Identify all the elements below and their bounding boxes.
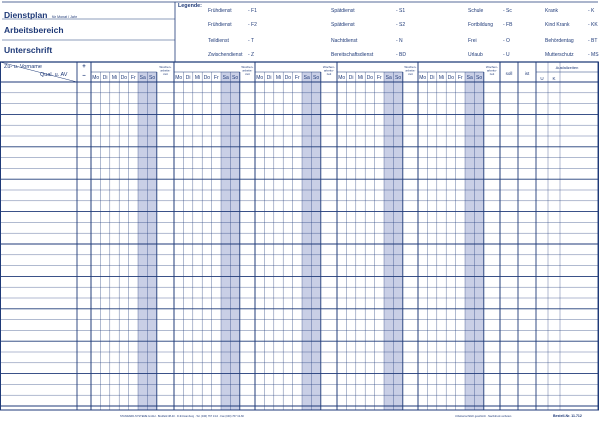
qual-header: Qual. u. AV (40, 72, 68, 78)
weekday-label: Mo (92, 75, 100, 81)
legend-item-name: Nachtdienst (331, 38, 358, 44)
weekday-label: Fr (130, 75, 136, 81)
absence-label: Ausfallzeiten (555, 65, 579, 70)
weekday-label: Mi (194, 75, 201, 81)
plan-title-suffix: für Monat / Jahr (51, 15, 78, 19)
week-hours-label: zeit (163, 71, 168, 76)
weekday-label: Do (366, 75, 374, 81)
legend-item-name: Kind Krank (545, 22, 570, 28)
week-hours-label: zeit (326, 71, 332, 76)
order-number: Bestell-Nr. 11.712 (553, 414, 582, 418)
week-hours-label: Wochen- (241, 65, 254, 69)
weekday-label: Mi (357, 75, 364, 81)
weekday-label: Fr (376, 75, 382, 81)
weekday-label: Do (447, 75, 455, 81)
weekday-label: Di (429, 75, 435, 81)
weekday-label: Di (348, 75, 354, 81)
weekday-label: Sa (222, 75, 229, 81)
weekday-label: Fr (213, 75, 219, 81)
legend-item-code: - MS (588, 52, 599, 58)
week-hours-label: zeit (408, 71, 413, 76)
legend-item-name: Spätdienst (331, 8, 355, 14)
week-hours-label: arbeits- (323, 68, 334, 73)
legend-item-code: - F1 (248, 8, 257, 14)
copyright-note: Urheberrechtlich geschützt · Nachdruck verboten (455, 415, 512, 418)
weekday-label: Fr (294, 75, 300, 81)
week-hours-label: arbeits- (160, 68, 171, 73)
legend-item-code: - Sc (503, 8, 512, 14)
weekday-label: Mo (338, 75, 346, 81)
legend-item-name: Frühdienst (208, 8, 232, 14)
weekday-label: Do (284, 75, 292, 81)
weekday-label: So (149, 75, 156, 81)
legend-item-name: Spätdienst (331, 22, 355, 28)
weekday-label: Sa (466, 75, 473, 81)
minus-sign: – (82, 73, 86, 79)
plan-title: Dienstplan (4, 10, 48, 20)
weekday-label: Mi (111, 75, 118, 81)
legend-item-name: Frei (468, 38, 477, 44)
weekday-label: So (395, 75, 402, 81)
week-hours-label: arbeits- (405, 68, 416, 73)
sick-label: K (552, 76, 556, 81)
legend-item-code: - FB (503, 22, 513, 28)
legend-label: Legende: (178, 3, 202, 9)
weekday-label: Di (266, 75, 272, 81)
legend-item-code: - KK (588, 22, 598, 28)
legend-item-code: - O (503, 38, 510, 44)
week-hours-label: zeit (489, 71, 495, 76)
legend-item-name: Fortbildung (468, 22, 494, 28)
legend-item-name: Bereitschaftsdienst (331, 52, 374, 58)
name-header-diagonal (0, 62, 77, 82)
weekday-label: Mi (275, 75, 282, 81)
weekday-label: Mo (256, 75, 264, 81)
weekday-label: Di (102, 75, 108, 81)
legend-item-code: - F2 (248, 22, 257, 28)
week-hours-label: Wochen- (485, 65, 498, 69)
weekday-label: Mo (419, 75, 427, 81)
weekday-label: Do (120, 75, 128, 81)
weekday-label: So (476, 75, 483, 81)
work-area-label: Arbeitsbereich (4, 25, 64, 35)
week-hours-label: arbeits- (486, 68, 497, 73)
legend-item-code: - K (588, 8, 595, 14)
publisher-footer: STANDARD-SYSTEME GmbH · Breitfeld 38-40 · D-94 Hamburg · Tel. (040) 767 13-0 · Fax (040) 767 13-60 (120, 415, 244, 418)
legend-item-name: Schule (468, 8, 484, 14)
week-hours-label: Wochen- (159, 65, 172, 69)
weekday-label: Sa (385, 75, 392, 81)
weekday-label: Do (203, 75, 211, 81)
legend-item-code: - Z (248, 52, 255, 58)
legend-item-name: Krank (545, 8, 559, 14)
week-hours-label: zeit (245, 71, 250, 76)
soll-label: soll (505, 71, 513, 76)
weekday-label: Sa (303, 75, 310, 81)
ist-label: ist (524, 71, 530, 76)
legend-item-name: Zwischendienst (208, 52, 243, 58)
weekday-label: Di (185, 75, 191, 81)
vacation-label: U (540, 76, 544, 81)
legend-item-code: - U (503, 52, 510, 58)
legend-item-name: Urlaub (468, 52, 483, 58)
weekday-label: Mi (438, 75, 445, 81)
week-hours-label: Wochen- (322, 65, 335, 69)
legend-item-code: - S1 (396, 8, 406, 14)
week-hours-label: Wochen- (404, 65, 417, 69)
signature-label: Unterschrift (4, 45, 53, 55)
legend-item-code: - BT (588, 38, 598, 44)
weekday-label: Sa (139, 75, 146, 81)
legend-item-code: - T (248, 38, 255, 44)
plus-sign: + (82, 64, 86, 70)
weekday-label: Mo (175, 75, 183, 81)
weekday-label: So (232, 75, 239, 81)
legend-item-name: Mutterschutz (545, 52, 574, 58)
name-header: Zu- u. Vorname (4, 64, 42, 70)
legend-item-name: Behördentag (545, 38, 574, 44)
legend-item-code: - N (396, 38, 403, 44)
legend-item-code: - S2 (396, 22, 406, 28)
legend-item-name: Frühdienst (208, 22, 232, 28)
legend-item-code: - BD (396, 52, 406, 58)
week-hours-label: arbeits- (242, 68, 253, 73)
legend-item-name: Teildienst (208, 38, 229, 44)
weekday-label: So (313, 75, 320, 81)
weekday-label: Fr (457, 75, 463, 81)
